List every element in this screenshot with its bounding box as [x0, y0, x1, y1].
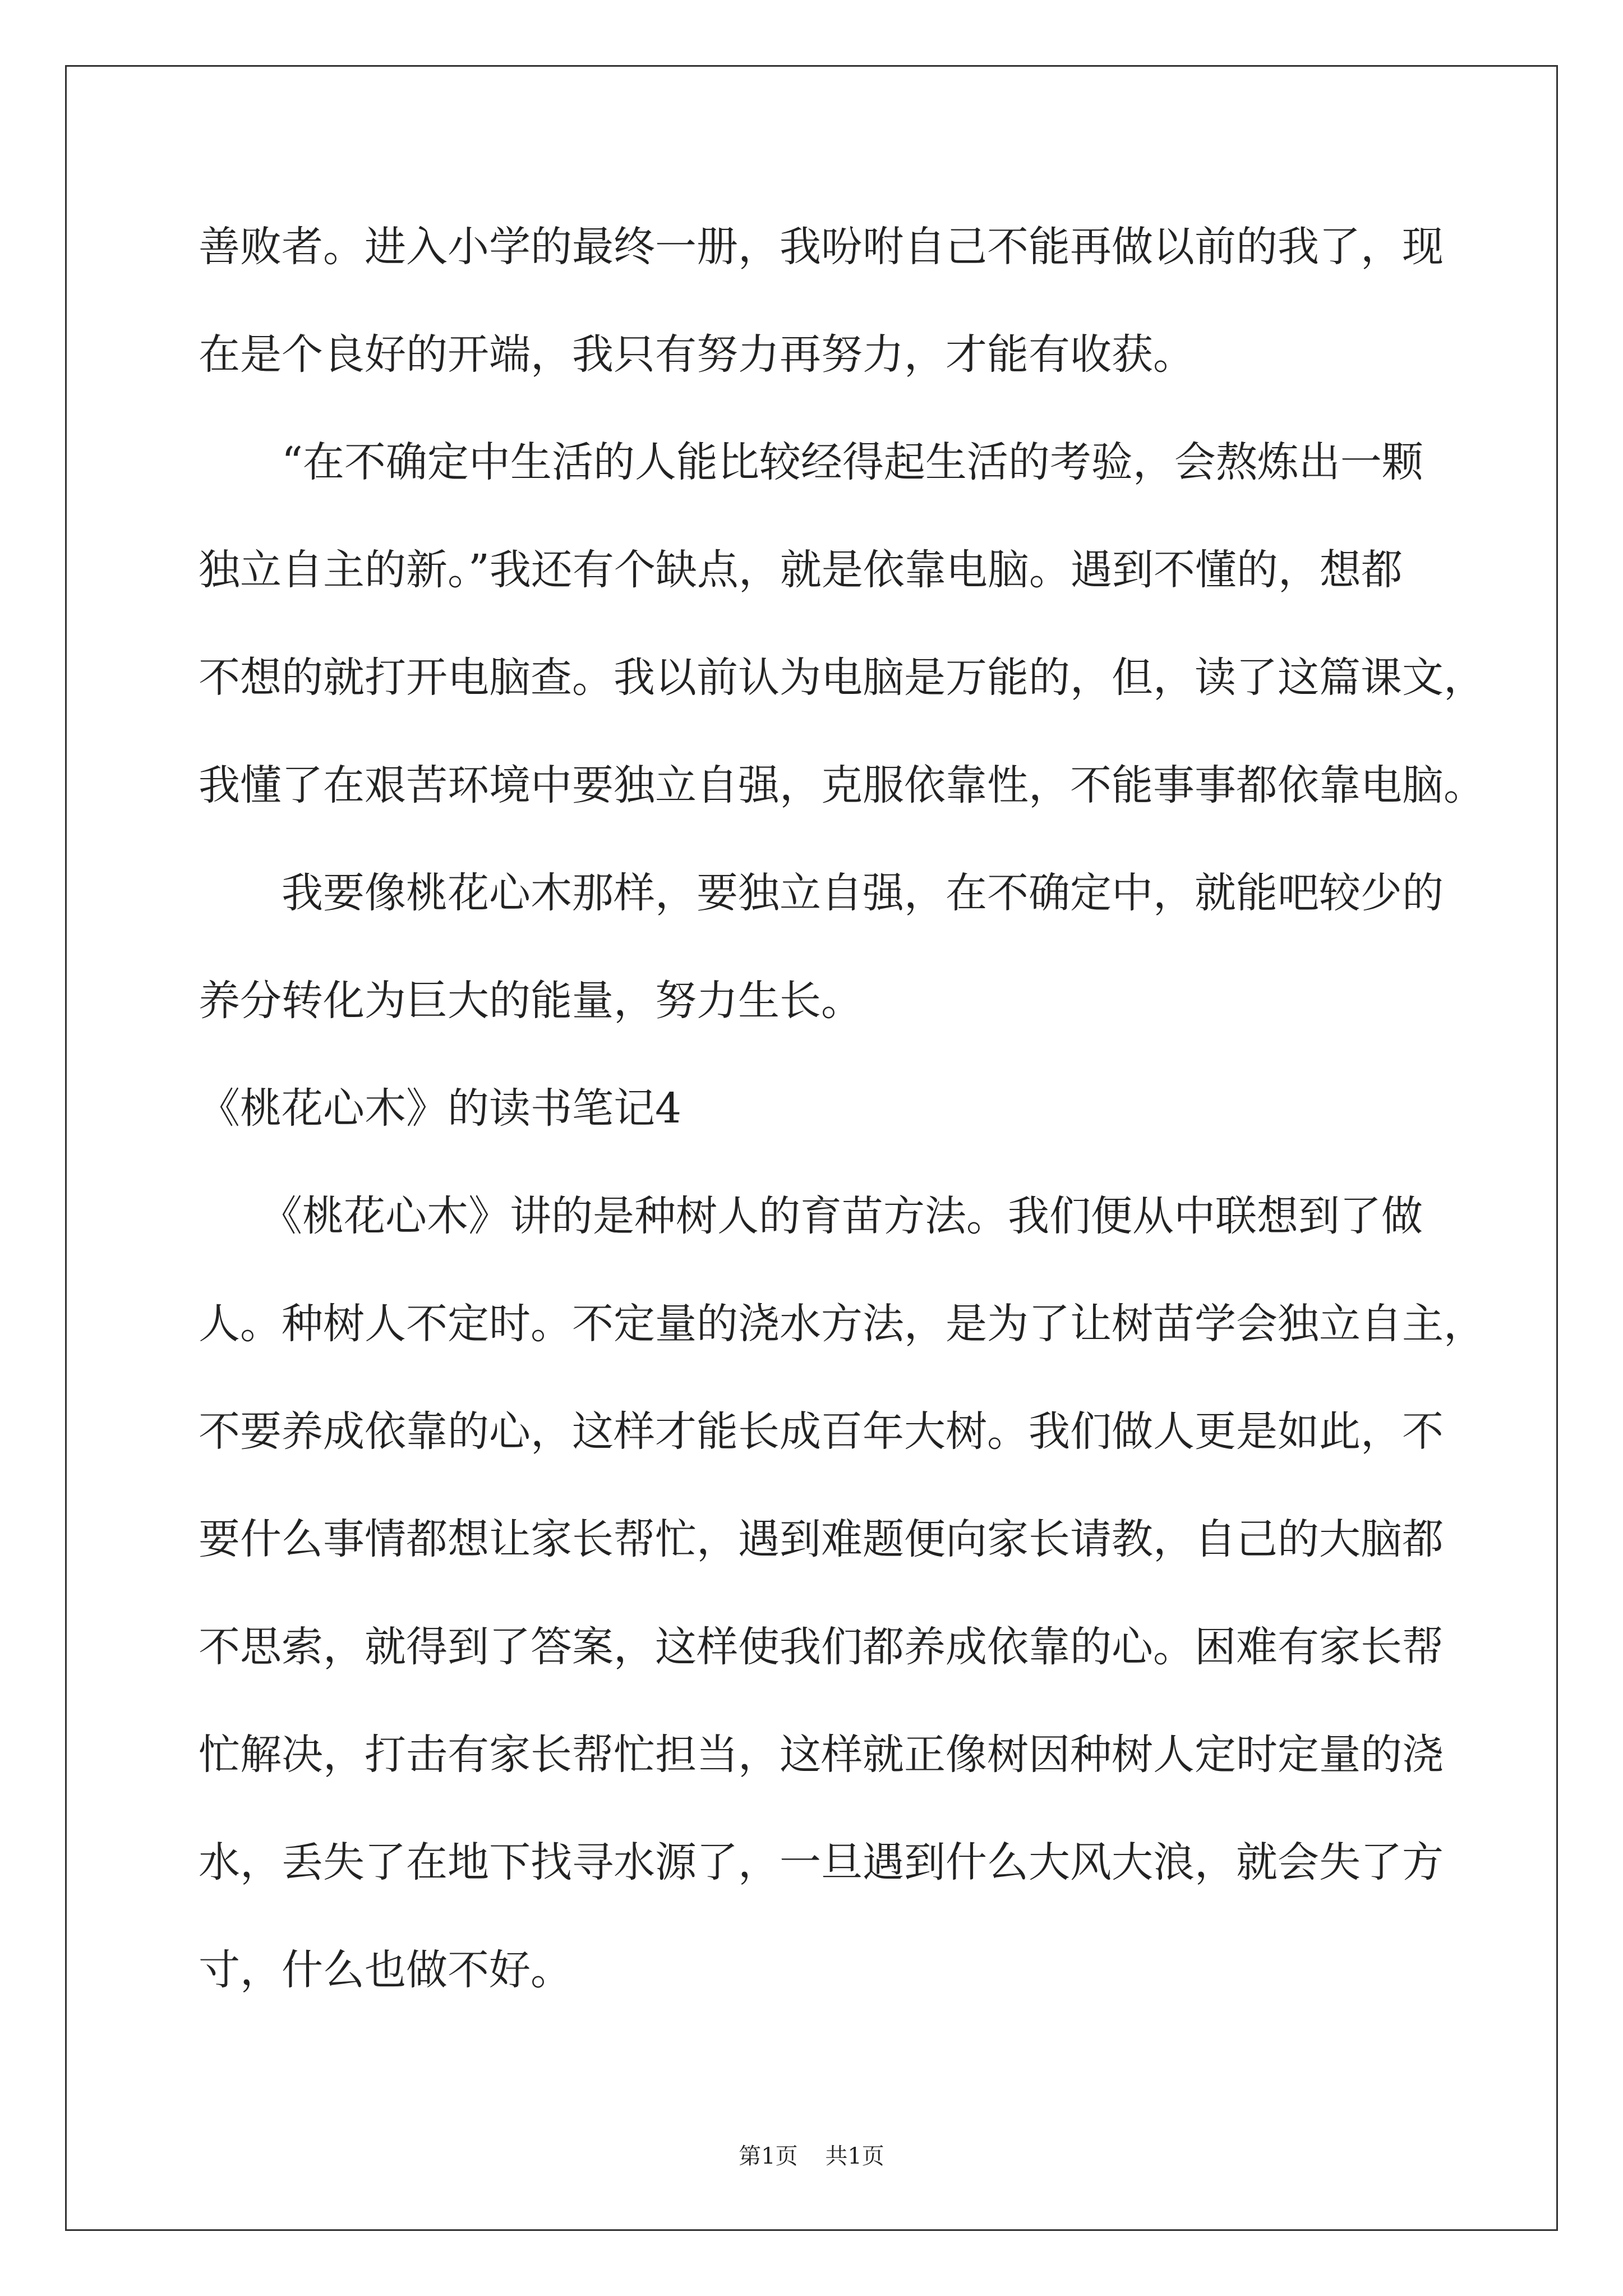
paragraph: [199, 1185, 1485, 2047]
text-line: 善败者。进入小学的最终一册，我吩咐自己不能再做以前的我了，现: [199, 223, 1444, 271]
text-line: 要什么事情都想让家长帮忙，遇到难题便向家长请教，自己的大脑都: [199, 1515, 1444, 1563]
text-line: 在是个良好的开端，我只有努力再努力，才能有收获。: [199, 330, 1195, 379]
text-line: “在不确定中生活的人能比较经得起生活的考验，会熬炼出一颗: [199, 438, 1423, 486]
text-line: 人。种树人不定时。不定量的浇水方法，是为了让树苗学会独立自主，: [199, 1300, 1485, 1348]
document-body: [199, 216, 1485, 2047]
text-line: 水，丢失了在地下找寻水源了，一旦遇到什么大风大浪，就会失了方: [199, 1838, 1444, 1887]
text-line: 不思索，就得到了答案，这样使我们都养成依靠的心。困难有家长帮: [199, 1623, 1444, 1671]
page-number: 第1页: [739, 2143, 798, 2169]
page-total: 共1页: [825, 2143, 884, 2169]
text-line: 寸，什么也做不好。: [199, 1946, 572, 1994]
text-line: 独立自主的新。”我还有个缺点，就是依靠电脑。遇到不懂的，想都: [199, 546, 1403, 594]
text-line: 忙解决，打击有家长帮忙担当，这样就正像树因种树人定时定量的浇: [199, 1731, 1444, 1779]
paragraph: [199, 862, 1444, 1078]
text-line: 不要养成依靠的心，这样才能长成百年大树。我们做人更是如此，不: [199, 1407, 1444, 1456]
text-line: 我懂了在艰苦环境中要独立自强，克服依靠性，不能事事都依靠电脑。: [199, 761, 1485, 809]
text-line: 不想的就打开电脑查。我以前认为电脑是万能的，但，读了这篇课文，: [199, 654, 1485, 702]
paragraph: [199, 216, 1444, 431]
text-line: 《桃花心木》讲的是种树人的育苗方法。我们便从中联想到了做: [199, 1192, 1423, 1240]
page-footer: [0, 2138, 1623, 2170]
section-heading: 《桃花心木》的读书笔记4: [199, 1084, 682, 1133]
paragraph: [199, 431, 1485, 862]
text-line: 我要像桃花心木那样，要独立自强，在不确定中，就能吧较少的: [199, 869, 1444, 917]
text-line: 养分转化为巨大的能量，努力生长。: [199, 977, 863, 1025]
